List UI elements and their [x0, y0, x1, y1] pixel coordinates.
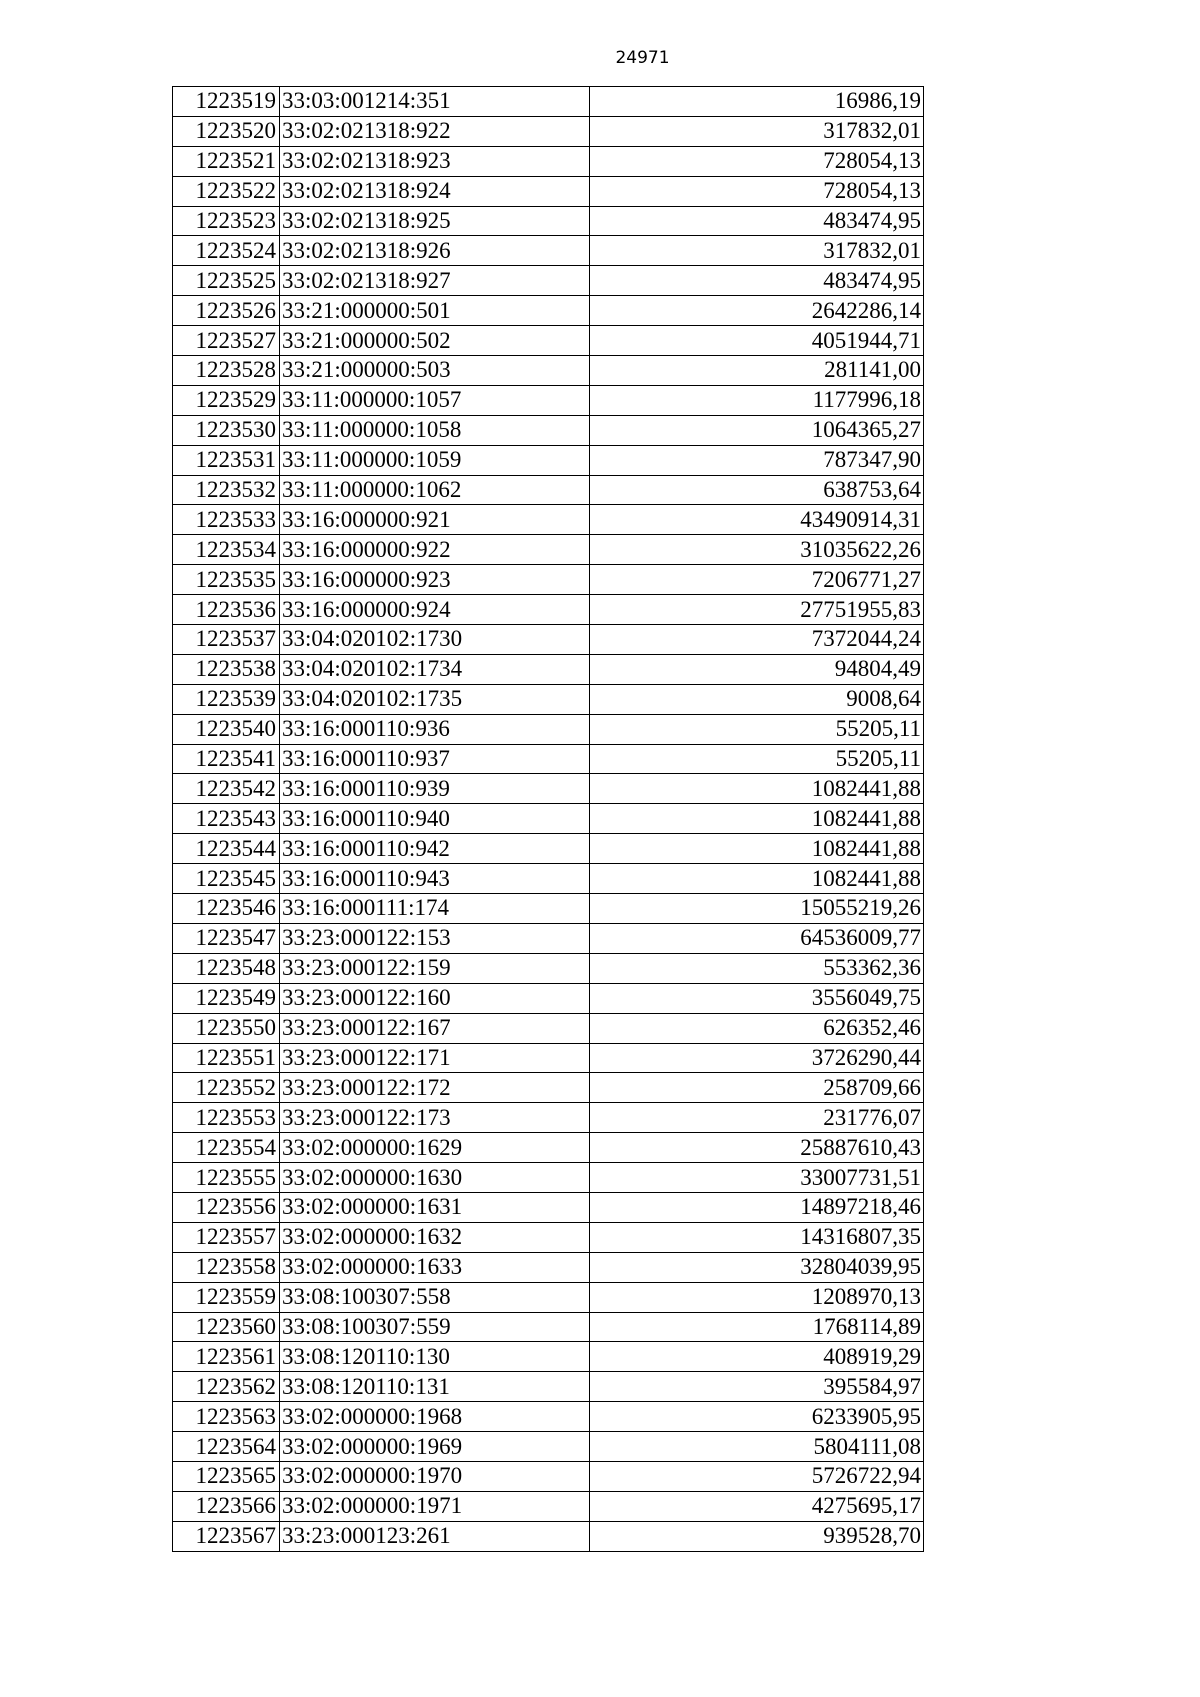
row-id-cell: 1223551	[173, 1043, 280, 1073]
data-table	[172, 86, 924, 1552]
table-row	[173, 1073, 924, 1103]
value-cell: 1208970,13	[590, 1282, 924, 1312]
table-row	[173, 983, 924, 1013]
cadastral-number-cell: 33:02:000000:1631	[280, 1192, 590, 1222]
value-cell: 5726722,94	[590, 1461, 924, 1491]
table-row	[173, 953, 924, 983]
row-id-cell: 1223535	[173, 565, 280, 595]
value-cell: 43490914,31	[590, 505, 924, 535]
cadastral-number-cell: 33:21:000000:502	[280, 326, 590, 356]
cadastral-number-cell: 33:02:000000:1630	[280, 1163, 590, 1193]
row-id-cell: 1223548	[173, 953, 280, 983]
cadastral-number-cell: 33:02:000000:1632	[280, 1222, 590, 1252]
value-cell: 31035622,26	[590, 535, 924, 565]
cadastral-number-cell: 33:23:000123:261	[280, 1521, 590, 1551]
row-id-cell: 1223547	[173, 923, 280, 953]
row-id-cell: 1223567	[173, 1521, 280, 1551]
table-row	[173, 744, 924, 774]
row-id-cell: 1223540	[173, 714, 280, 744]
value-cell: 317832,01	[590, 236, 924, 266]
value-cell: 16986,19	[590, 87, 924, 117]
value-cell: 626352,46	[590, 1013, 924, 1043]
table-row	[173, 296, 924, 326]
table-row	[173, 1252, 924, 1282]
value-cell: 1082441,88	[590, 774, 924, 804]
cadastral-number-cell: 33:16:000000:923	[280, 565, 590, 595]
table-row	[173, 1282, 924, 1312]
row-id-cell: 1223543	[173, 804, 280, 834]
value-cell: 94804,49	[590, 654, 924, 684]
row-id-cell: 1223563	[173, 1402, 280, 1432]
table-row	[173, 1103, 924, 1133]
value-cell: 27751955,83	[590, 595, 924, 625]
table-row	[173, 1192, 924, 1222]
row-id-cell: 1223566	[173, 1491, 280, 1521]
row-id-cell: 1223541	[173, 744, 280, 774]
row-id-cell: 1223546	[173, 894, 280, 924]
table-row	[173, 1461, 924, 1491]
table-row	[173, 864, 924, 894]
table-row	[173, 1372, 924, 1402]
cadastral-number-cell: 33:16:000110:937	[280, 744, 590, 774]
table-row	[173, 654, 924, 684]
cadastral-number-cell: 33:16:000000:924	[280, 595, 590, 625]
value-cell: 1082441,88	[590, 804, 924, 834]
table-row	[173, 445, 924, 475]
cadastral-number-cell: 33:23:000122:173	[280, 1103, 590, 1133]
row-id-cell: 1223538	[173, 654, 280, 684]
value-cell: 231776,07	[590, 1103, 924, 1133]
row-id-cell: 1223530	[173, 415, 280, 445]
table-row	[173, 1222, 924, 1252]
value-cell: 1064365,27	[590, 415, 924, 445]
value-cell: 3556049,75	[590, 983, 924, 1013]
table-row	[173, 1491, 924, 1521]
table-row	[173, 176, 924, 206]
cadastral-number-cell: 33:08:120110:131	[280, 1372, 590, 1402]
value-cell: 258709,66	[590, 1073, 924, 1103]
value-cell: 1082441,88	[590, 864, 924, 894]
cadastral-number-cell: 33:11:000000:1062	[280, 475, 590, 505]
table-row	[173, 1013, 924, 1043]
value-cell: 1082441,88	[590, 834, 924, 864]
cadastral-number-cell: 33:02:021318:926	[280, 236, 590, 266]
row-id-cell: 1223559	[173, 1282, 280, 1312]
table-row	[173, 565, 924, 595]
cadastral-number-cell: 33:23:000122:172	[280, 1073, 590, 1103]
row-id-cell: 1223520	[173, 116, 280, 146]
value-cell: 55205,11	[590, 714, 924, 744]
table-row	[173, 505, 924, 535]
table-row	[173, 774, 924, 804]
cadastral-number-cell: 33:02:021318:922	[280, 116, 590, 146]
cadastral-number-cell: 33:16:000110:942	[280, 834, 590, 864]
value-cell: 2642286,14	[590, 296, 924, 326]
cadastral-number-cell: 33:16:000111:174	[280, 894, 590, 924]
row-id-cell: 1223527	[173, 326, 280, 356]
row-id-cell: 1223545	[173, 864, 280, 894]
table-body	[173, 87, 924, 1552]
cadastral-number-cell: 33:16:000000:922	[280, 535, 590, 565]
value-cell: 728054,13	[590, 146, 924, 176]
table-row	[173, 385, 924, 415]
row-id-cell: 1223544	[173, 834, 280, 864]
table-row	[173, 714, 924, 744]
row-id-cell: 1223550	[173, 1013, 280, 1043]
table-row	[173, 266, 924, 296]
row-id-cell: 1223528	[173, 356, 280, 386]
value-cell: 7206771,27	[590, 565, 924, 595]
table-row	[173, 1133, 924, 1163]
row-id-cell: 1223558	[173, 1252, 280, 1282]
value-cell: 14897218,46	[590, 1192, 924, 1222]
value-cell: 55205,11	[590, 744, 924, 774]
row-id-cell: 1223526	[173, 296, 280, 326]
row-id-cell: 1223557	[173, 1222, 280, 1252]
value-cell: 33007731,51	[590, 1163, 924, 1193]
row-id-cell: 1223555	[173, 1163, 280, 1193]
cadastral-number-cell: 33:02:021318:923	[280, 146, 590, 176]
row-id-cell: 1223536	[173, 595, 280, 625]
cadastral-number-cell: 33:11:000000:1057	[280, 385, 590, 415]
row-id-cell: 1223562	[173, 1372, 280, 1402]
cadastral-number-cell: 33:08:100307:559	[280, 1312, 590, 1342]
value-cell: 25887610,43	[590, 1133, 924, 1163]
row-id-cell: 1223534	[173, 535, 280, 565]
row-id-cell: 1223542	[173, 774, 280, 804]
row-id-cell: 1223525	[173, 266, 280, 296]
cadastral-number-cell: 33:16:000110:939	[280, 774, 590, 804]
value-cell: 787347,90	[590, 445, 924, 475]
cadastral-number-cell: 33:16:000110:936	[280, 714, 590, 744]
table-row	[173, 535, 924, 565]
value-cell: 6233905,95	[590, 1402, 924, 1432]
value-cell: 317832,01	[590, 116, 924, 146]
cadastral-number-cell: 33:16:000000:921	[280, 505, 590, 535]
table-row	[173, 1521, 924, 1551]
table-row	[173, 834, 924, 864]
cadastral-number-cell: 33:16:000110:943	[280, 864, 590, 894]
table-row	[173, 1043, 924, 1073]
table-row	[173, 1432, 924, 1462]
value-cell: 728054,13	[590, 176, 924, 206]
value-cell: 939528,70	[590, 1521, 924, 1551]
table-row	[173, 475, 924, 505]
value-cell: 638753,64	[590, 475, 924, 505]
cadastral-number-cell: 33:23:000122:167	[280, 1013, 590, 1043]
cadastral-number-cell: 33:16:000110:940	[280, 804, 590, 834]
cadastral-number-cell: 33:11:000000:1059	[280, 445, 590, 475]
value-cell: 408919,29	[590, 1342, 924, 1372]
table-row	[173, 326, 924, 356]
row-id-cell: 1223523	[173, 206, 280, 236]
row-id-cell: 1223549	[173, 983, 280, 1013]
page-number: 24971	[615, 48, 670, 68]
cadastral-number-cell: 33:04:020102:1734	[280, 654, 590, 684]
row-id-cell: 1223552	[173, 1073, 280, 1103]
row-id-cell: 1223531	[173, 445, 280, 475]
value-cell: 9008,64	[590, 684, 924, 714]
table-row	[173, 595, 924, 625]
table-row	[173, 1342, 924, 1372]
table-row	[173, 415, 924, 445]
value-cell: 15055219,26	[590, 894, 924, 924]
value-cell: 483474,95	[590, 206, 924, 236]
value-cell: 553362,36	[590, 953, 924, 983]
table-row	[173, 923, 924, 953]
value-cell: 5804111,08	[590, 1432, 924, 1462]
table-row	[173, 87, 924, 117]
table-row	[173, 1312, 924, 1342]
row-id-cell: 1223564	[173, 1432, 280, 1462]
value-cell: 7372044,24	[590, 625, 924, 655]
cadastral-number-cell: 33:02:000000:1969	[280, 1432, 590, 1462]
row-id-cell: 1223519	[173, 87, 280, 117]
row-id-cell: 1223521	[173, 146, 280, 176]
row-id-cell: 1223553	[173, 1103, 280, 1133]
cadastral-number-cell: 33:23:000122:153	[280, 923, 590, 953]
cadastral-number-cell: 33:03:001214:351	[280, 87, 590, 117]
value-cell: 4275695,17	[590, 1491, 924, 1521]
row-id-cell: 1223529	[173, 385, 280, 415]
table-row	[173, 894, 924, 924]
row-id-cell: 1223556	[173, 1192, 280, 1222]
table-row	[173, 236, 924, 266]
row-id-cell: 1223537	[173, 625, 280, 655]
cadastral-number-cell: 33:02:021318:924	[280, 176, 590, 206]
table-row	[173, 625, 924, 655]
cadastral-value-table	[172, 86, 924, 1552]
cadastral-number-cell: 33:21:000000:503	[280, 356, 590, 386]
cadastral-number-cell: 33:23:000122:160	[280, 983, 590, 1013]
table-row	[173, 146, 924, 176]
table-row	[173, 116, 924, 146]
cadastral-number-cell: 33:23:000122:171	[280, 1043, 590, 1073]
cadastral-number-cell: 33:04:020102:1730	[280, 625, 590, 655]
value-cell: 1768114,89	[590, 1312, 924, 1342]
table-row	[173, 206, 924, 236]
cadastral-number-cell: 33:23:000122:159	[280, 953, 590, 983]
value-cell: 64536009,77	[590, 923, 924, 953]
row-id-cell: 1223560	[173, 1312, 280, 1342]
value-cell: 281141,00	[590, 356, 924, 386]
cadastral-number-cell: 33:11:000000:1058	[280, 415, 590, 445]
row-id-cell: 1223554	[173, 1133, 280, 1163]
table-row	[173, 1163, 924, 1193]
value-cell: 4051944,71	[590, 326, 924, 356]
cadastral-number-cell: 33:02:021318:927	[280, 266, 590, 296]
cadastral-number-cell: 33:04:020102:1735	[280, 684, 590, 714]
cadastral-number-cell: 33:02:000000:1968	[280, 1402, 590, 1432]
row-id-cell: 1223565	[173, 1461, 280, 1491]
table-row	[173, 1402, 924, 1432]
table-row	[173, 684, 924, 714]
value-cell: 1177996,18	[590, 385, 924, 415]
table-row	[173, 804, 924, 834]
cadastral-number-cell: 33:02:000000:1633	[280, 1252, 590, 1282]
value-cell: 3726290,44	[590, 1043, 924, 1073]
cadastral-number-cell: 33:21:000000:501	[280, 296, 590, 326]
value-cell: 32804039,95	[590, 1252, 924, 1282]
row-id-cell: 1223533	[173, 505, 280, 535]
value-cell: 14316807,35	[590, 1222, 924, 1252]
row-id-cell: 1223532	[173, 475, 280, 505]
row-id-cell: 1223522	[173, 176, 280, 206]
row-id-cell: 1223561	[173, 1342, 280, 1372]
cadastral-number-cell: 33:08:100307:558	[280, 1282, 590, 1312]
cadastral-number-cell: 33:02:000000:1971	[280, 1491, 590, 1521]
value-cell: 395584,97	[590, 1372, 924, 1402]
row-id-cell: 1223539	[173, 684, 280, 714]
value-cell: 483474,95	[590, 266, 924, 296]
cadastral-number-cell: 33:02:000000:1970	[280, 1461, 590, 1491]
cadastral-number-cell: 33:02:000000:1629	[280, 1133, 590, 1163]
row-id-cell: 1223524	[173, 236, 280, 266]
cadastral-number-cell: 33:02:021318:925	[280, 206, 590, 236]
table-row	[173, 356, 924, 386]
cadastral-number-cell: 33:08:120110:130	[280, 1342, 590, 1372]
